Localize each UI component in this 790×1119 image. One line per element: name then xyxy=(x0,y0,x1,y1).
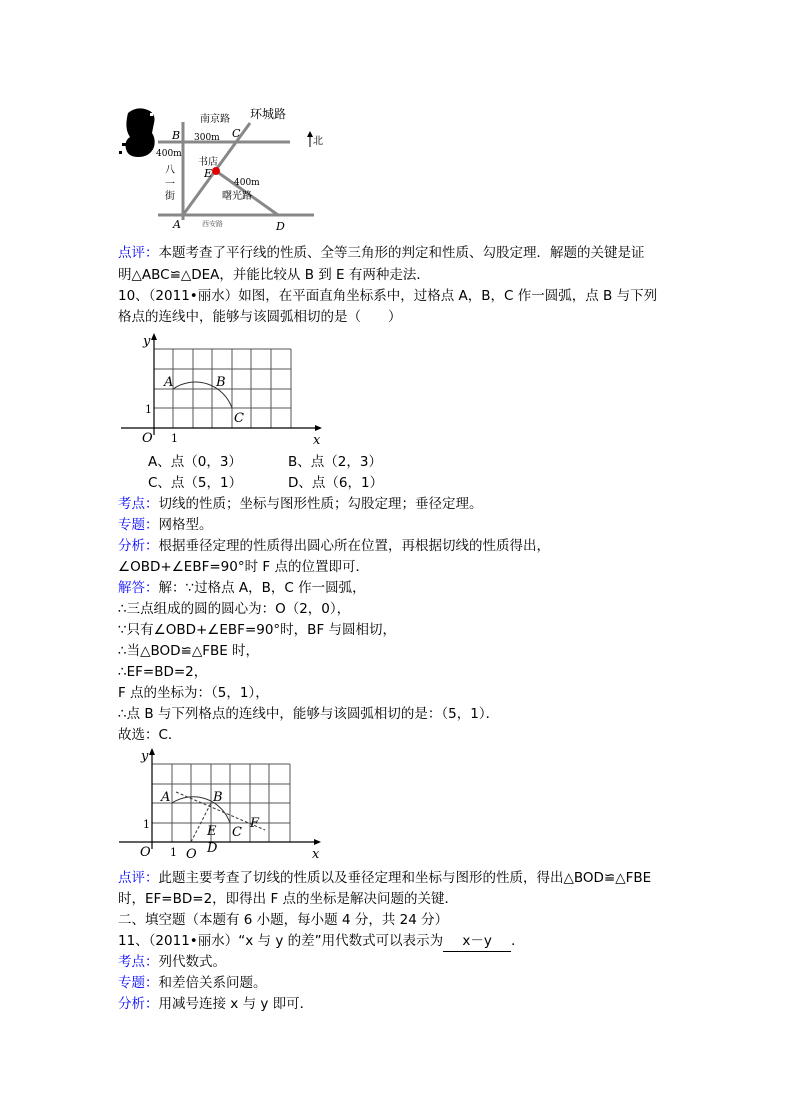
svg-text:A: A xyxy=(173,218,181,231)
svg-text:1: 1 xyxy=(171,432,178,445)
svg-text:B: B xyxy=(216,375,226,390)
grid-figure-1 xyxy=(115,330,335,450)
option-d: D、点（6，1） xyxy=(288,475,384,491)
svg-text:O: O xyxy=(142,431,153,446)
svg-text:y: y xyxy=(143,334,151,349)
map-diagram xyxy=(110,95,340,235)
jieda-line-6: F 点的坐标为：（5，1）， xyxy=(118,685,269,701)
review-1-line-2: 明△ABC≌△DEA，并能比较从 B 到 E 有两种走法． xyxy=(118,267,430,283)
svg-text:C: C xyxy=(232,127,241,140)
svg-text:书店: 书店 xyxy=(198,157,218,168)
option-row-2 xyxy=(148,473,383,493)
jieda-line-3: ∵只有∠OBD+∠EBF=90°时，BF 与圆相切， xyxy=(118,622,397,638)
svg-text:西安路: 西安路 xyxy=(202,220,223,228)
map-figure xyxy=(110,95,340,235)
svg-text:A: A xyxy=(161,790,171,805)
answer-blank: x－y xyxy=(443,931,511,952)
review-label: 点评： xyxy=(118,245,159,261)
grid-figure-2 xyxy=(115,745,335,865)
svg-text:一: 一 xyxy=(165,179,175,190)
jieda-line-7: ∴点 B 与下列格点的连线中，能够与该圆弧相切的是：（5，1）． xyxy=(118,706,500,722)
fenxi-line-2: ∠OBD+∠EBF=90°时 F 点的位置即可． xyxy=(118,559,369,575)
svg-text:A: A xyxy=(164,375,174,390)
svg-text:D: D xyxy=(207,841,218,856)
question-11-line: 11、（2011•丽水）“x 与 y 的差”用代数式可以表示为 x－y ． xyxy=(118,931,525,952)
svg-text:E: E xyxy=(207,824,217,839)
svg-text:F: F xyxy=(250,816,260,831)
option-b: B、点（2，3） xyxy=(288,454,382,470)
q11-fenxi-line: 分析：用减号连接 x 与 y 即可． xyxy=(118,996,314,1012)
cartoon-figure-icon xyxy=(119,108,155,157)
svg-text:400m: 400m xyxy=(156,149,182,159)
svg-text:八: 八 xyxy=(165,165,175,176)
jieda-line-4: ∴当△BOD≌△FBE 时， xyxy=(118,643,260,659)
svg-text:1: 1 xyxy=(145,403,152,416)
jieda-line-5: ∴EF=BD=2， xyxy=(118,664,208,680)
svg-text:曙光路: 曙光路 xyxy=(222,191,252,202)
jieda-line-2: ∴三点组成的圆的圆心为：O（2，0）， xyxy=(118,601,351,617)
svg-text:y: y xyxy=(141,749,149,764)
svg-text:300m: 300m xyxy=(194,133,220,143)
question-10-line-2: 格点的连线中，能够与该圆弧相切的是（ ） xyxy=(118,309,402,325)
svg-text:1: 1 xyxy=(143,818,150,831)
option-a: A、点（0，3） xyxy=(148,454,242,470)
kaodian-line: 考点：切线的性质；坐标与图形性质；勾股定理；垂径定理。 xyxy=(118,496,483,512)
q11-zhuanti-line: 专题：和差倍关系问题。 xyxy=(118,975,267,991)
fenxi-line-1: 分析：根据垂径定理的性质得出圆心所在位置，再根据切线的性质得出， xyxy=(118,538,550,554)
svg-text:E: E xyxy=(204,167,213,180)
review-2-line-2: 时，EF=BD=2，即得出 F 点的坐标是解决问题的关键． xyxy=(118,891,459,907)
svg-text:x: x xyxy=(312,847,320,862)
svg-text:D: D xyxy=(276,220,285,233)
svg-text:1: 1 xyxy=(170,846,177,859)
svg-text:B: B xyxy=(172,129,181,142)
jieda-line-1: 解答：解：∵过格点 A，B，C 作一圆弧， xyxy=(118,580,366,596)
svg-text:O: O xyxy=(186,847,197,862)
zhuanti-line: 专题：网格型。 xyxy=(118,517,213,533)
question-10-line-1: 10、（2011•丽水）如图，在平面直角坐标系中，过格点 A，B，C 作一圆弧，点 B 与下列 xyxy=(118,288,658,304)
svg-text:C: C xyxy=(234,411,244,426)
svg-text:街: 街 xyxy=(165,191,175,202)
svg-text:x: x xyxy=(313,433,321,448)
review-2-line-1: 点评：此题主要考查了切线的性质以及垂径定理和坐标与图形的性质，得出△BOD≌△FBE xyxy=(118,870,652,886)
svg-text:O: O xyxy=(140,845,151,860)
coordinate-grid-2 xyxy=(115,745,335,865)
q11-kaodian-line: 考点：列代数式。 xyxy=(118,954,226,970)
review-1-line-1: 点评：本题考查了平行线的性质、全等三角形的判定和性质、勾股定理．解题的关键是证 xyxy=(118,245,645,261)
svg-text:C: C xyxy=(232,825,242,840)
section-2-title: 二、填空题（本题有 6 小题，每小题 4 分，共 24 分） xyxy=(118,912,449,928)
option-row-1 xyxy=(148,452,382,472)
jieda-line-8: 故选：C． xyxy=(118,727,182,743)
svg-text:南京路: 南京路 xyxy=(200,114,230,125)
coordinate-grid-1 xyxy=(115,330,335,450)
svg-text:400m: 400m xyxy=(234,178,260,188)
svg-text:北: 北 xyxy=(313,136,323,147)
svg-text:环城路: 环城路 xyxy=(250,107,287,121)
option-c: C、点（5，1） xyxy=(148,475,243,491)
svg-text:B: B xyxy=(213,790,223,805)
